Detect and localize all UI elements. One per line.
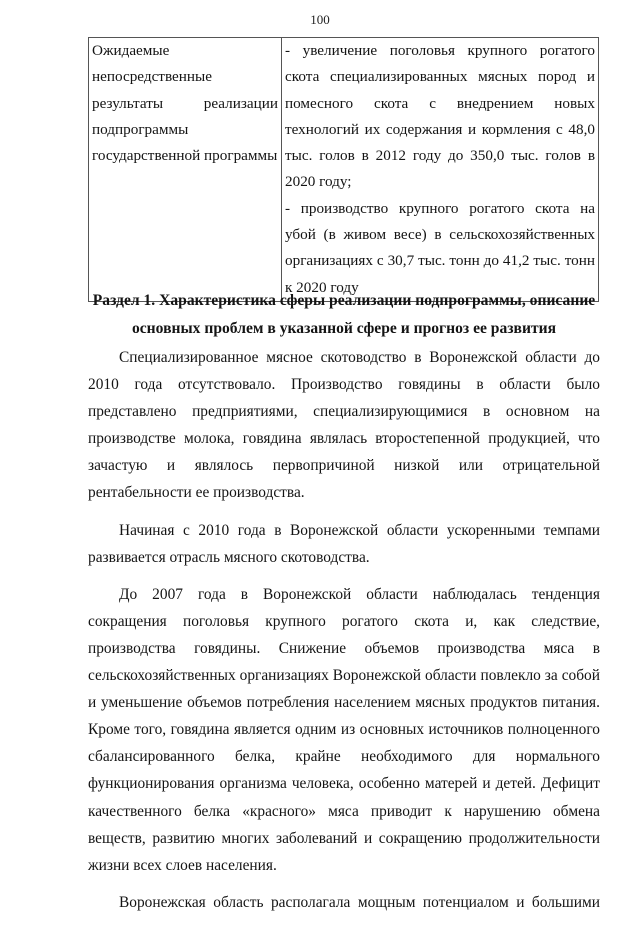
body-text [88, 344, 600, 926]
section-heading-line-1: Раздел 1. Характеристика сферы реализации подпрограммы, описание [92, 292, 596, 309]
paragraph-3: До 2007 года в Воронежской области наблюдалась тенденция сокращения поголовья крупного рогатого скота и, как следствие, производства говядины. Снижение объемов производства мяса в сельскохозяйственных организациях Воронежской области повлекло за собой и уменьшение объемов потребления населением мясных продуктов питания. Кроме того, говядина является одним из основных источников полноценного сбалансированного белка, крайне необходимого для нормального функционирования организма человека, особенно матерей и детей. Дефицит качественного белка «красного» мяса приводит к нарушению обмена веществ, развитию многих заболеваний и сокращению продолжительности жизни всех слоев населения. [88, 585, 600, 874]
paragraph-1: Специализированное мясное скотоводство в Воронежской области до 2010 года отсутствовало. Производство говядины в области было представлено предприятиями, специализирующимися в основном на производстве молока, говядина являлась второстепенной продукцией, что зачастую и являлось первопричиной низкой или отрицательной рентабельности ее производства. [88, 349, 600, 502]
table-label-cell [89, 38, 282, 302]
section-heading-line-2: основных проблем в указанной сфере и прогноз ее развития [131, 320, 557, 337]
table-row [89, 38, 599, 302]
table-label-text: Ожидаемые непосредственные результаты реализации подпрограммы государственной программы [92, 42, 278, 165]
paragraph-4: Воронежская область располагала мощным потенциалом и большими [119, 893, 600, 911]
table-value-cell [282, 38, 599, 302]
page-number: 100 [310, 12, 330, 27]
results-table [88, 37, 599, 302]
section-heading [88, 287, 600, 343]
result-bullet-production: - производство крупного рогатого скота на убой (в живом весе) в сельскохозяйственных организациях с 30,7 тыс. тонн до 41,2 тыс. тонн к 2020 году [285, 199, 595, 296]
paragraph-2: Начиная с 2010 года в Воронежской области ускоренными темпами развивается отрасль мясного скотоводства. [88, 521, 600, 566]
result-bullet-livestock: - увеличение поголовья крупного рогатого скота специализированных мясных пород и помесного скота с внедрением новых технологий их содержания и кормления с 48,0 тыс. голов в 2012 году до 350,0 тыс. голов в 2020 году; [285, 42, 595, 191]
